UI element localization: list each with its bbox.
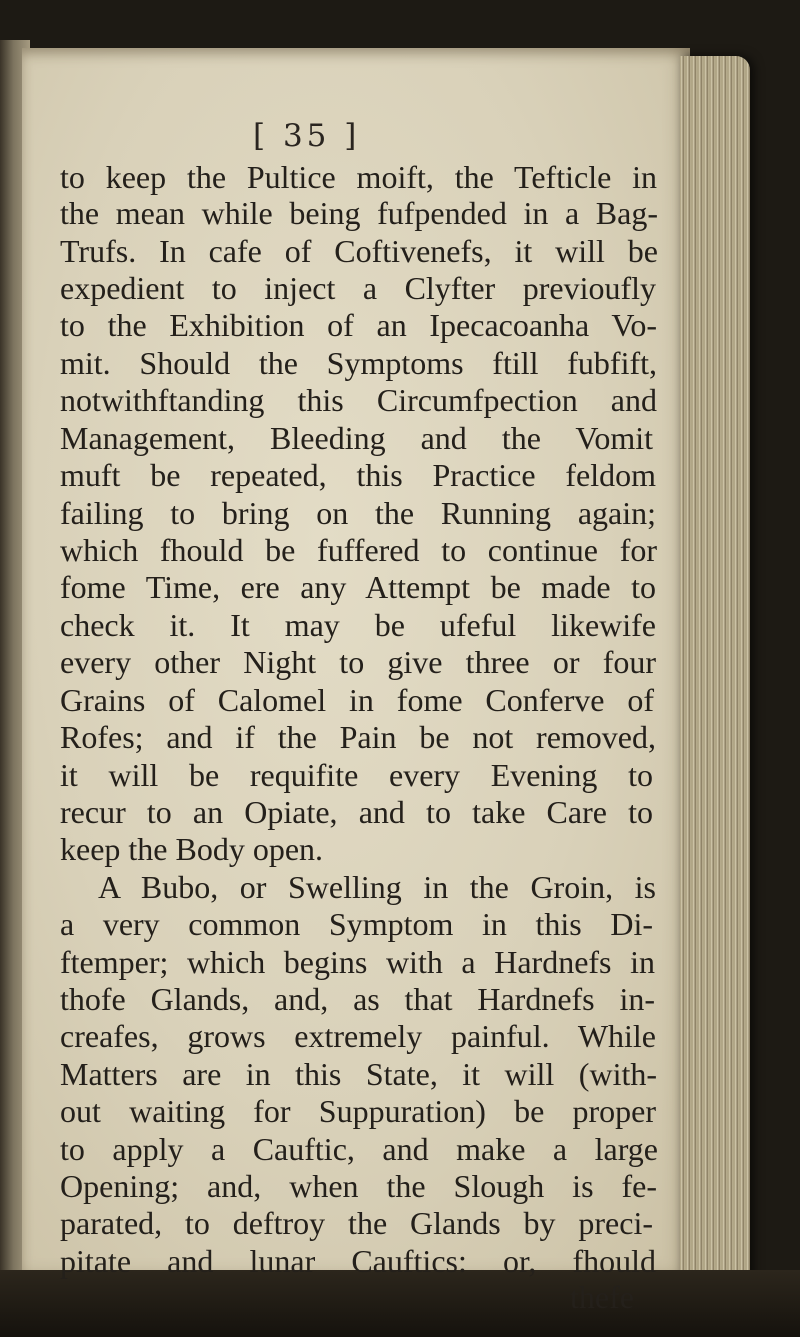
- text-line: parated, to deftroy the Glands by preci-: [60, 1205, 653, 1241]
- text-line: a very common Symptom in this Di-: [60, 906, 653, 942]
- bottom-shadow: [0, 1270, 800, 1337]
- text-line: to the Exhibition of an Ipecacoanha Vo-: [60, 307, 657, 343]
- text-line: thofe Glands, and, as that Hardnefs in-: [60, 981, 655, 1017]
- text-line: out waiting for Suppuration) be proper: [60, 1093, 656, 1129]
- text-line: creafes, grows extremely painful. While: [60, 1018, 656, 1054]
- text-line: pitate and lunar Cauftics: or, fhould: [60, 1243, 656, 1279]
- text-line: Rofes; and if the Pain be not removed,: [60, 719, 656, 755]
- text-line: Trufs. In cafe of Coftivenefs, it will be: [60, 233, 658, 269]
- text-line: notwithftanding this Circumfpection and: [60, 382, 657, 418]
- text-line: Management, Bleeding and the Vomit: [60, 420, 653, 456]
- text-line: A Bubo, or Swelling in the Groin, is: [98, 869, 656, 905]
- text-line: expedient to inject a Clyfter previoufly: [60, 270, 656, 306]
- text-line: to keep the Pultice moift, the Tefticle in: [60, 159, 657, 195]
- text-line: muft be repeated, this Practice feldom: [60, 457, 656, 493]
- text-line: ftemper; which begins with a Hardnefs in: [60, 944, 655, 980]
- text-line: it will be requifite every Evening to: [60, 757, 653, 793]
- text-line: Grains of Calomel in fome Conferve of: [60, 682, 654, 718]
- text-line: keep the Body open.: [60, 831, 324, 867]
- text-line: check it. It may be ufeful likewife: [60, 607, 656, 643]
- text-line: which fhould be fuffered to continue for: [60, 532, 657, 568]
- text-line: Opening; and, when the Slough is fe-: [60, 1168, 657, 1204]
- text-line: mit. Should the Symptoms ftill fubfift,: [60, 345, 657, 381]
- text-line: failing to bring on the Running again;: [60, 495, 656, 531]
- text-line: fome Time, ere any Attempt be made to: [60, 569, 656, 605]
- page-stack-edge: [680, 56, 750, 1296]
- catchword: thefe: [570, 1279, 634, 1315]
- text-line: the mean while being fufpended in a Bag-: [60, 195, 658, 231]
- text-line: recur to an Opiate, and to take Care to: [60, 794, 653, 830]
- page-number: [ 35 ]: [253, 118, 361, 154]
- text-line: Matters are in this State, it will (with-: [60, 1056, 657, 1092]
- text-line: to apply a Cauftic, and make a large: [60, 1131, 658, 1167]
- text-line: every other Night to give three or four: [60, 644, 656, 680]
